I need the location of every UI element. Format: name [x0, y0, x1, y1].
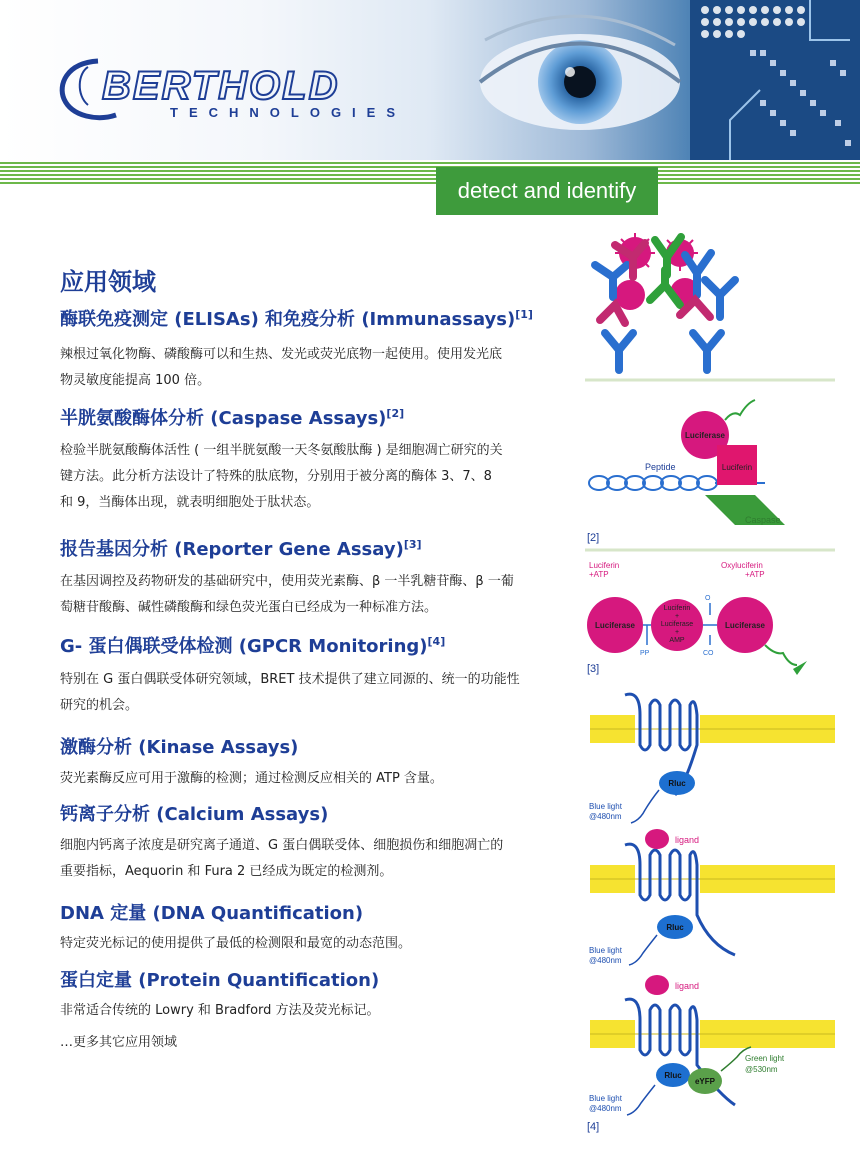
luciferase-1-label: Luciferase [594, 621, 636, 630]
text-line: 萄糖苷酸酶、碱性磷酸酶和绿色荧光蛋白已经成为一种标准方法。 [60, 600, 438, 615]
rluc-label-2: Rluc [666, 923, 684, 932]
o2-label: O [705, 595, 711, 602]
antibody-figure [595, 233, 735, 370]
text-line: 研究的机会。 [60, 698, 139, 713]
text-line: 荧光素酶反应可用于激酶的检测；通过检测反应相关的 ATP 含量。 [60, 771, 443, 786]
tagline-box: detect and identify [436, 167, 658, 215]
section-text-kinase [60, 766, 570, 792]
figure-ref-3: [3] [587, 663, 600, 675]
pp-label: PP [640, 650, 650, 657]
section-title-calcium: 钙离子分析 (Calcium Assays) [60, 804, 329, 825]
text-line: 检验半胱氨酸酶体活性 ( 一组半胱氨酸一天冬氨酸肽酶 ) 是细胞凋亡研究的关 [60, 443, 503, 458]
gpcr-figure [587, 694, 835, 1133]
section-text-calcium [60, 833, 570, 885]
caspase-label: Caspase [745, 515, 781, 525]
complex-line-2: + [674, 613, 680, 620]
luciferin-label: Luciferin [721, 463, 753, 472]
section-text-elisa [60, 342, 570, 394]
complex-line-3: Luciferase [660, 621, 694, 628]
luciferin-atp-label: Luciferin [589, 561, 620, 570]
brand-sub-text: TECHNOLOGIES [170, 105, 407, 120]
blue-nm-label-2: @480nm [589, 956, 622, 965]
text-line: 重要指标，Aequorin 和 Fura 2 已经成为既定的检测剂。 [60, 864, 393, 879]
figure-ref-4: [4] [587, 1121, 600, 1133]
co2-label: CO [703, 650, 714, 657]
eye-image [470, 10, 690, 150]
section-title-caspase: 半胱氨酸酶体分析 (Caspase Assays)[2] [60, 407, 405, 429]
section-text-caspase [60, 438, 570, 516]
rluc-label-1: Rluc [668, 779, 686, 788]
section-title-gpcr: G- 蛋白偶联受体检测 (GPCR Monitoring)[4] [60, 635, 446, 657]
circuit-board-image [690, 0, 860, 160]
text-line: 特定荧光标记的使用提供了最低的检测限和最宽的动态范围。 [60, 936, 412, 951]
green-stripe-band [0, 162, 860, 184]
text-line: 物灵敏度能提高 100 倍。 [60, 373, 211, 388]
plus-atp-label: +ATP [589, 570, 609, 579]
section-text-gpcr [60, 667, 570, 719]
caspase-figure [587, 400, 785, 544]
peptide-label: Peptide [645, 462, 676, 472]
ligand-label-2: ligand [675, 981, 700, 991]
reporter-figure [587, 561, 807, 675]
eyfp-label: eYFP [694, 1077, 716, 1086]
plus-atp-label-2: +ATP [745, 570, 765, 579]
luciferase-label: Luciferase [684, 431, 726, 440]
complex-line-1: Luciferin [663, 605, 691, 612]
ligand-label-1: ligand [675, 835, 700, 845]
green-nm-label: @530nm [745, 1065, 778, 1074]
section-title-dna: DNA 定量 (DNA Quantification) [60, 903, 364, 924]
brand-main-text: BERTHOLD [102, 64, 340, 108]
section-title-kinase: 激酶分析 (Kinase Assays) [60, 737, 299, 758]
text-line: 特别在 G 蛋白偶联受体研究领域，BRET 技术提供了建立同源的、统一的功能性 [60, 672, 520, 687]
section-text-reporter [60, 569, 570, 621]
complex-line-4: + [674, 629, 680, 636]
berthold-logo [58, 55, 448, 125]
complex-line-5: AMP [669, 637, 685, 644]
text-line: 辣根过氧化物酶、磷酸酶可以和生热、发光或荧光底物一起使用。使用发光底 [60, 347, 503, 362]
text-line: 在基因调控及药物研发的基础研究中，使用荧光素酶、β 一半乳糖苷酶、β 一葡 [60, 574, 514, 589]
blue-light-label-3: Blue light [589, 1094, 622, 1103]
section-text-dna [60, 931, 570, 957]
oxyluciferin-label: Oxyluciferin [721, 561, 763, 570]
rluc-label-3: Rluc [664, 1071, 682, 1080]
blue-light-label-2: Blue light [589, 946, 622, 955]
blue-light-label-1: Blue light [589, 802, 622, 811]
luciferase-2-label: Luciferase [724, 621, 766, 630]
text-line: 非常适合传统的 Lowry 和 Bradford 方法及荧光标记。 [60, 1003, 380, 1018]
text-line: 键方法。此分析方法设计了特殊的肽底物，分别用于被分离的酶体 3、7、8 [60, 469, 492, 484]
green-light-label: Green light [745, 1054, 785, 1063]
blue-nm-label-3: @480nm [589, 1104, 622, 1113]
text-line: 细胞内钙离子浓度是研究离子通道、G 蛋白偶联受体、细胞损伤和细胞凋亡的 [60, 838, 504, 853]
figure-ref-2: [2] [587, 532, 600, 544]
blue-nm-label-1: @480nm [589, 812, 622, 821]
side-figures [585, 225, 860, 1175]
section-title-protein: 蛋白定量 (Protein Quantification) [60, 970, 380, 991]
section-text-protein [60, 998, 570, 1024]
more-applications-text: …更多其它应用领域 [60, 1035, 178, 1050]
text-line: 和 9，当酶体出现，就表明细胞处于肽状态。 [60, 495, 320, 510]
section-title-reporter: 报告基因分析 (Reporter Gene Assay)[3] [60, 538, 422, 560]
header-banner [0, 0, 860, 160]
section-title-elisa: 酶联免疫测定 (ELISAs) 和免疫分析 (Immunassays)[1] [60, 308, 533, 330]
page-title: 应用领域 [60, 268, 156, 296]
